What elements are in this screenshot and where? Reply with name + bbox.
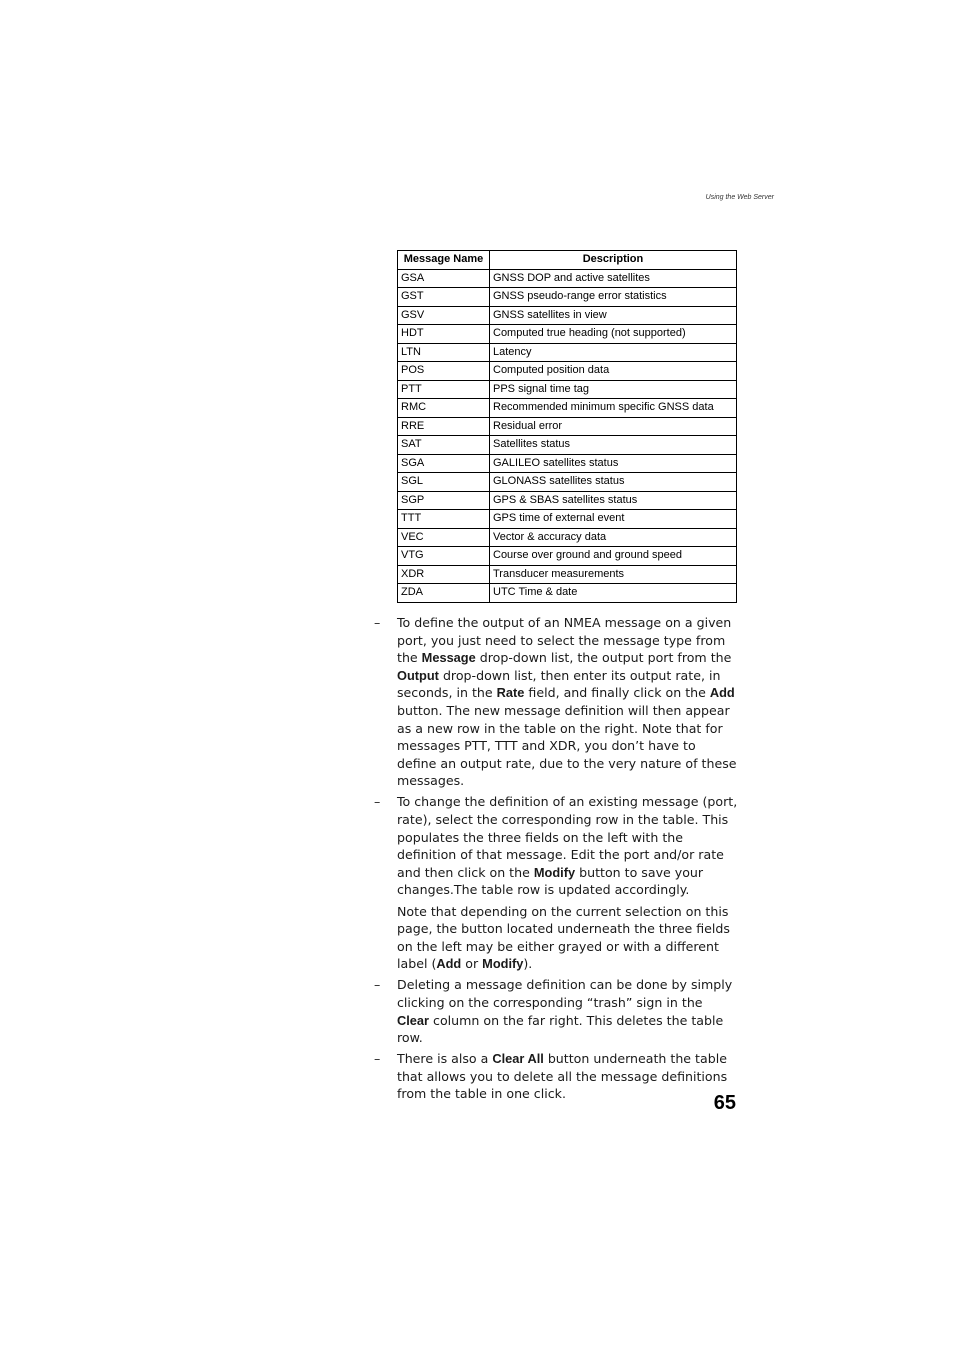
bullet-item (374, 614, 738, 790)
bullet-dash: – (374, 794, 381, 810)
message-name-cell: RMC (398, 399, 490, 418)
text-run: column on the far right. This deletes the table row. (397, 1012, 724, 1046)
message-name-cell: GSA (398, 269, 490, 288)
text-run: To change the definition of an existing message (port, rate), select the corresponding row in the table. This populates the three fields on the left with the definition of that message. Edit the port and/or rate and then click on the (397, 794, 738, 880)
bullet-paragraph (397, 793, 738, 899)
bullet-item (374, 976, 738, 1046)
ui-term: Rate (496, 685, 525, 701)
table-body (398, 269, 737, 602)
table-header-row (398, 251, 737, 270)
message-name-cell: GSV (398, 306, 490, 325)
message-name-cell: LTN (398, 343, 490, 362)
description-cell: Computed true heading (not supported) (490, 325, 737, 344)
instructions-list (374, 614, 738, 1107)
description-cell: Vector & accuracy data (490, 528, 737, 547)
ui-term: Clear (397, 1012, 430, 1028)
ui-term: Add (436, 956, 462, 972)
description-cell: GNSS satellites in view (490, 306, 737, 325)
text-run: ). (523, 956, 533, 972)
table-row (398, 380, 737, 399)
bullet-item (374, 1050, 738, 1103)
text-run: button. The new message definition will then appear as a new row in the table on the right. Note that for messages PTT, TTT and XDR, you don’t have to define an output rate, due to the very nature of these messages. (397, 702, 737, 789)
description-cell: Computed position data (490, 362, 737, 381)
text-run: To define the output of an NMEA message on a given port, you just need to select the message type from the (397, 615, 732, 666)
bullet-dash: – (374, 1051, 381, 1067)
text-run: There is also a (397, 1051, 493, 1067)
message-name-cell: SGL (398, 473, 490, 492)
page-number: 65 (713, 1092, 736, 1114)
description-cell: Latency (490, 343, 737, 362)
message-name-cell: GST (398, 288, 490, 307)
table-row (398, 491, 737, 510)
table-row (398, 288, 737, 307)
description-cell: GALILEO satellites status (490, 454, 737, 473)
message-name-cell: HDT (398, 325, 490, 344)
table-row (398, 565, 737, 584)
nmea-message-table (397, 250, 737, 603)
message-name-cell: POS (398, 362, 490, 381)
message-name-cell: SGA (398, 454, 490, 473)
table-row (398, 325, 737, 344)
running-header: Using the Web Server (705, 194, 774, 201)
table-row (398, 417, 737, 436)
description-cell: Residual error (490, 417, 737, 436)
table-row (398, 436, 737, 455)
table-row (398, 362, 737, 381)
bullet-paragraph (397, 976, 738, 1046)
description-cell: UTC Time & date (490, 584, 737, 603)
description-cell: Satellites status (490, 436, 737, 455)
message-name-cell: VTG (398, 547, 490, 566)
text-run: drop-down list, then enter its output rate, in seconds, in the (397, 667, 721, 701)
description-cell: GPS & SBAS satellites status (490, 491, 737, 510)
text-run: Note that depending on the current selection on this page, the button located underneath the three fields on the left may be either grayed or with a different label ( (397, 903, 730, 972)
message-name-cell: VEC (398, 528, 490, 547)
table-row (398, 399, 737, 418)
text-run: or (461, 956, 483, 972)
table-row (398, 473, 737, 492)
text-run: Deleting a message definition can be done by simply clicking on the corresponding “trash” sign in the (397, 977, 733, 1010)
text-run: drop-down list, the output port from the (475, 650, 732, 666)
bullet-paragraph (397, 903, 738, 973)
description-cell: Transducer measurements (490, 565, 737, 584)
description-cell: PPS signal time tag (490, 380, 737, 399)
text-run: button underneath the table that allows you to delete all the message definitions from the table in one click. (397, 1051, 728, 1102)
bullet-paragraph (397, 614, 738, 790)
ui-term: Message (421, 650, 476, 666)
description-cell: Course over ground and ground speed (490, 547, 737, 566)
table-row (398, 269, 737, 288)
message-name-cell: ZDA (398, 584, 490, 603)
message-name-cell: RRE (398, 417, 490, 436)
description-cell: GLONASS satellites status (490, 473, 737, 492)
column-header-message-name: Message Name (398, 251, 490, 270)
bullet-paragraph (397, 1050, 738, 1103)
message-name-cell: PTT (398, 380, 490, 399)
table-row (398, 547, 737, 566)
ui-term: Modify (533, 864, 576, 880)
ui-term: Output (397, 667, 439, 683)
message-name-cell: XDR (398, 565, 490, 584)
text-run: field, and finally click on the (524, 685, 710, 701)
table-row (398, 510, 737, 529)
message-name-cell: SGP (398, 491, 490, 510)
table-row (398, 454, 737, 473)
description-cell: GNSS pseudo-range error statistics (490, 288, 737, 307)
description-cell: Recommended minimum specific GNSS data (490, 399, 737, 418)
table-row (398, 343, 737, 362)
description-cell: GNSS DOP and active satellites (490, 269, 737, 288)
bullet-item (374, 793, 738, 972)
bullet-dash: – (374, 977, 381, 993)
bullet-dash: – (374, 615, 381, 630)
table-row (398, 528, 737, 547)
ui-term: Clear All (492, 1051, 544, 1067)
column-header-description: Description (490, 251, 737, 270)
table-row (398, 584, 737, 603)
text-run: button to save your changes.The table row is updated accordingly. (397, 864, 704, 898)
ui-term: Add (709, 685, 735, 701)
message-name-cell: TTT (398, 510, 490, 529)
message-name-cell: SAT (398, 436, 490, 455)
description-cell: GPS time of external event (490, 510, 737, 529)
table-row (398, 306, 737, 325)
ui-term: Modify (482, 956, 524, 972)
